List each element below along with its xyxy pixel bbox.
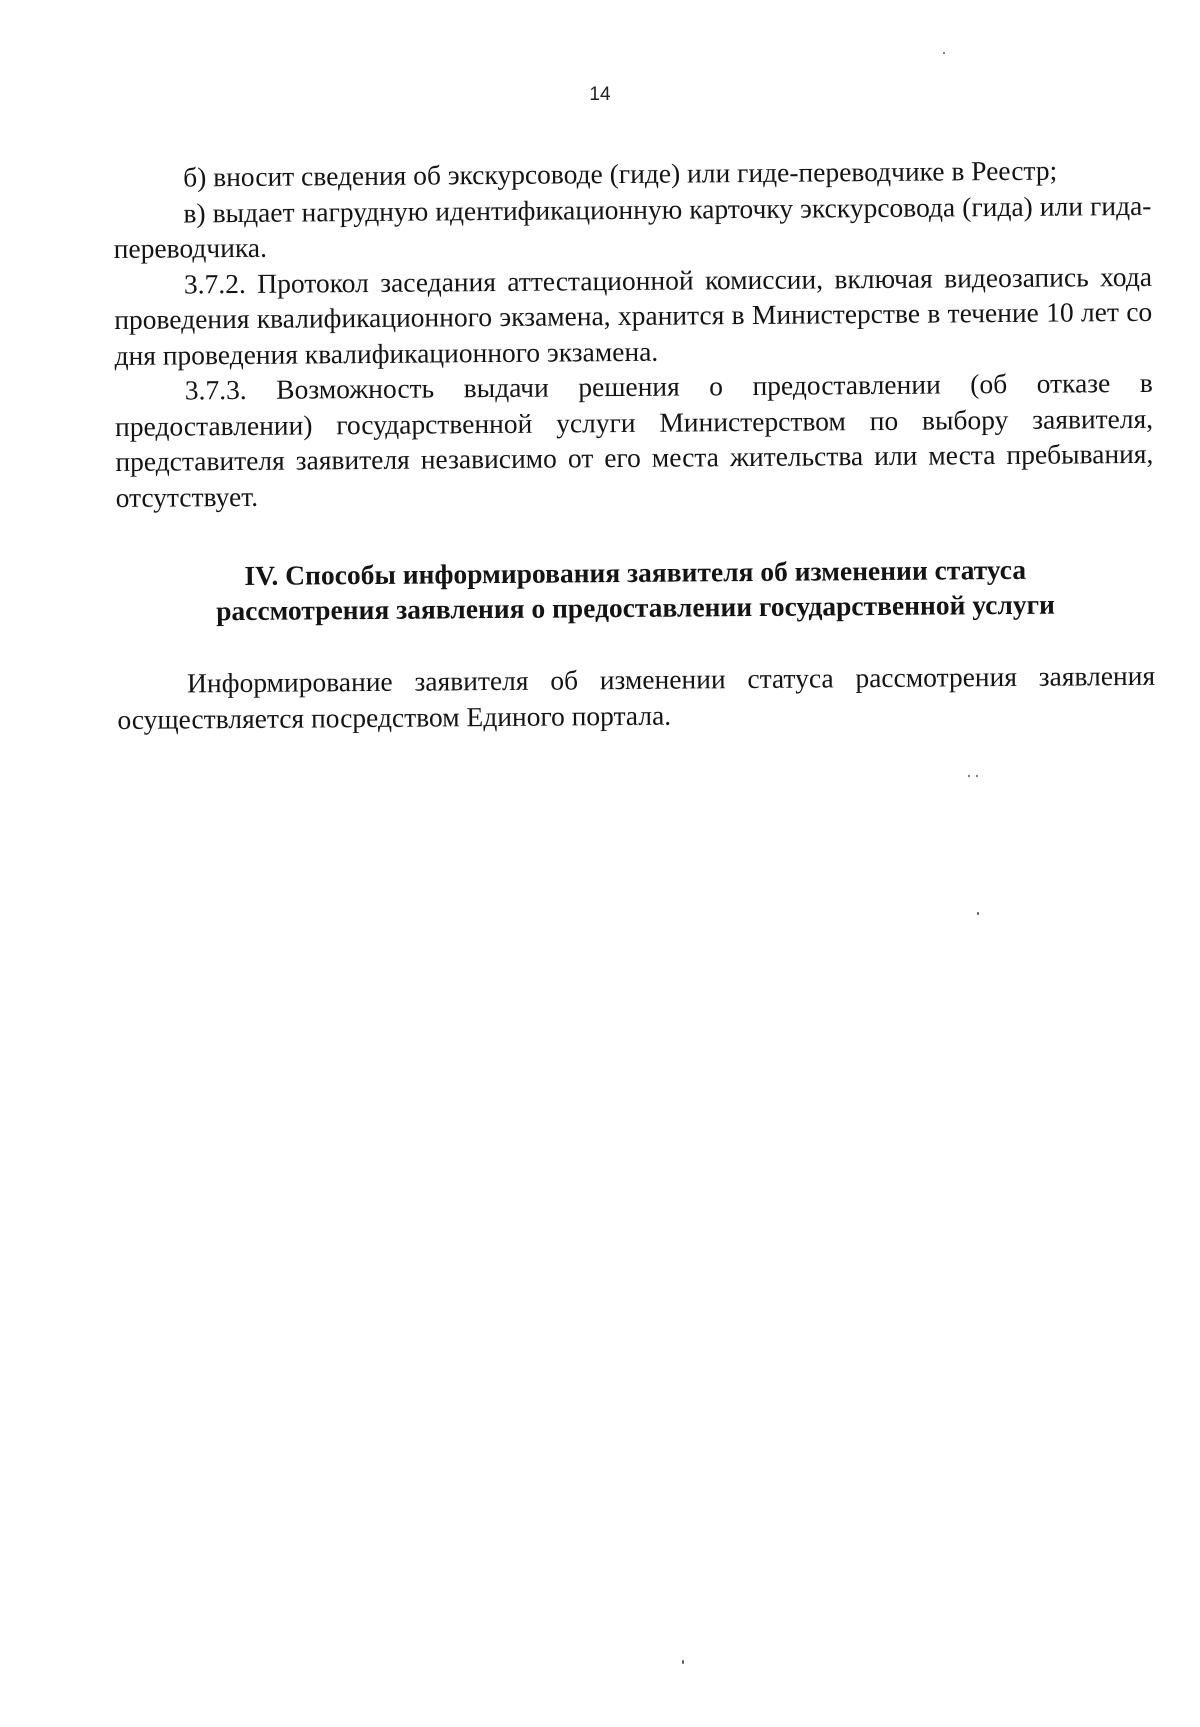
paragraph-item-v: в) выдает нагрудную идентификационную карточку экскурсовода (гида) или гида-переводчика. [113, 189, 1152, 264]
document-body [113, 152, 1155, 737]
paragraph-3-7-3: 3.7.3. Возможность выдачи решения о предоставлении (об отказе в предоставлении) государственной услуги Министерством по выбору заявителя, представителя заявителя независимо от его места жительства или места пребывания, отсутствует. [114, 366, 1154, 513]
section-heading [116, 551, 1155, 629]
section-heading-line-2: рассмотрения заявления о предоставлении государственной услуги [216, 588, 1056, 627]
scan-speck [682, 1660, 684, 1664]
scan-speck [943, 52, 945, 54]
scan-speck [976, 775, 978, 777]
scan-speck [968, 775, 970, 777]
paragraph-item-b: б) вносит сведения об экскурсоводе (гиде) или гиде-переводчике в Реестр; [183, 154, 1058, 193]
page-number: 14 [589, 84, 611, 105]
scan-speck [977, 912, 979, 915]
paragraph-3-7-2: 3.7.2. Протокол заседания аттестационной комиссии, включая видеозапись хода проведения квалификационного экзамена, хранится в Министерстве в течение 10 лет со дня проведения квалификационного экзамена. [114, 260, 1153, 371]
section-heading-line-1: IV. Способы информирования заявителя об изменении статуса [244, 553, 1027, 591]
section-paragraph: Информирование заявителя об изменении статуса рассмотрения заявления осуществляется посредством Единого портала. [117, 659, 1156, 735]
